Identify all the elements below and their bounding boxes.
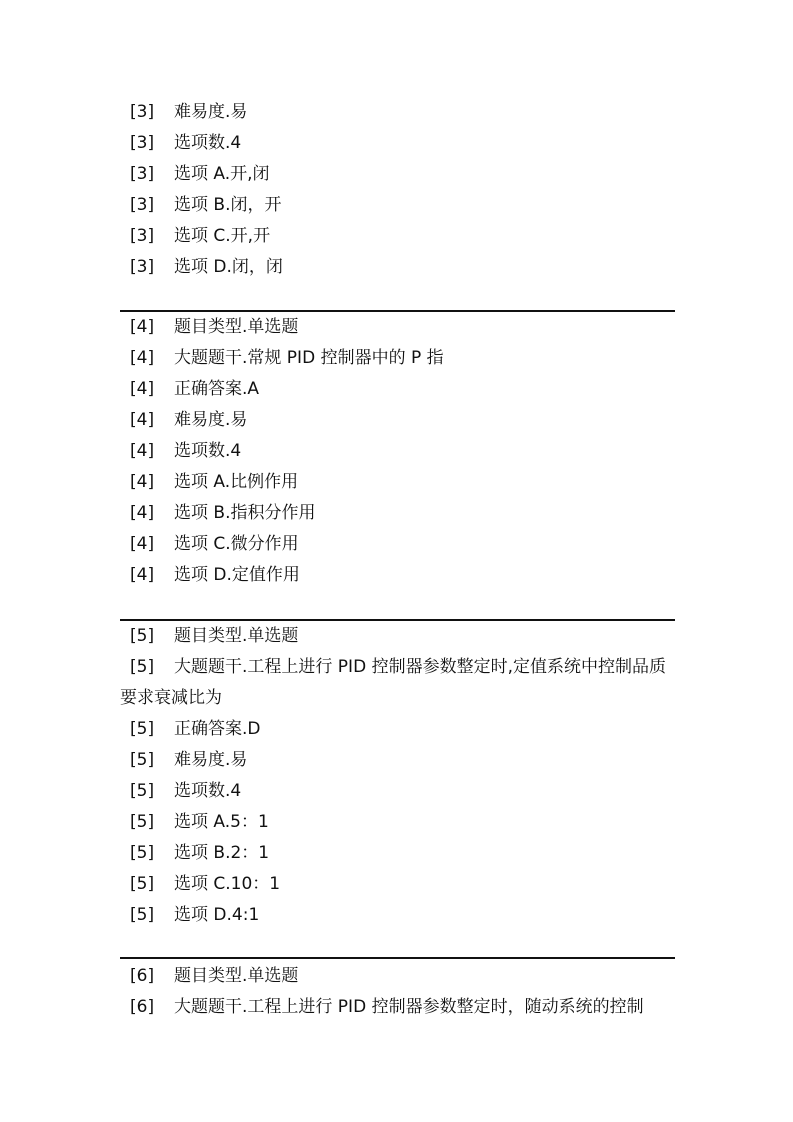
q4-tag: [4] <box>130 534 155 554</box>
q4-option-a-line <box>120 467 675 498</box>
q4-difficulty: 难易度.易 <box>174 410 248 430</box>
q4-option-c-line <box>120 529 675 560</box>
q4-answer: 正确答案.A <box>174 379 260 399</box>
q3-option-c: 选项 C.开,开 <box>174 226 271 246</box>
question-6-block <box>120 961 675 1023</box>
q6-stem-line <box>120 992 675 1023</box>
q4-option-b-line <box>120 498 675 529</box>
q3-option-c-line <box>120 221 675 252</box>
q4-tag: [4] <box>130 348 155 368</box>
question-3-block <box>120 97 675 283</box>
q5-stem: 大题题干.工程上进行 PID 控制器参数整定时,定值系统中控制品质要求衰减比为 <box>120 657 666 708</box>
q5-answer: 正确答案.D <box>174 719 261 739</box>
q5-option-count-line <box>120 776 675 807</box>
q3-difficulty: 难易度.易 <box>174 102 248 122</box>
q4-option-c: 选项 C.微分作用 <box>174 534 299 554</box>
q5-option-c-line <box>120 869 675 900</box>
q6-tag: [6] <box>130 997 155 1017</box>
q4-option-count-line <box>120 436 675 467</box>
q3-option-a: 选项 A.开,闭 <box>174 164 270 184</box>
q3-tag: [3] <box>130 195 155 215</box>
q3-option-count: 选项数.4 <box>174 133 242 153</box>
question-divider <box>120 957 675 959</box>
q5-tag: [5] <box>130 750 155 770</box>
q5-type: 题目类型.单选题 <box>174 626 299 646</box>
q4-tag: [4] <box>130 410 155 430</box>
q5-tag: [5] <box>130 719 155 739</box>
q3-tag: [3] <box>130 226 155 246</box>
q5-difficulty: 难易度.易 <box>174 750 248 770</box>
q3-option-b: 选项 B.闭，开 <box>174 195 282 215</box>
q4-stem: 大题题干.常规 PID 控制器中的 P 指 <box>174 348 444 368</box>
q5-option-b-line <box>120 838 675 869</box>
q6-stem: 大题题干.工程上进行 PID 控制器参数整定时，随动系统的控制 <box>174 997 644 1017</box>
q4-answer-line <box>120 374 675 405</box>
q3-option-d: 选项 D.闭，闭 <box>174 257 283 277</box>
q5-option-c: 选项 C.10：1 <box>174 874 281 894</box>
q5-tag: [5] <box>130 874 155 894</box>
q4-tag: [4] <box>130 441 155 461</box>
q3-option-d-line <box>120 252 675 283</box>
q5-tag: [5] <box>130 905 155 925</box>
q5-type-line <box>120 621 675 652</box>
q3-option-a-line <box>120 159 675 190</box>
q6-tag: [6] <box>130 966 155 986</box>
q4-tag: [4] <box>130 472 155 492</box>
q4-tag: [4] <box>130 317 155 337</box>
q3-tag: [3] <box>130 102 155 122</box>
q4-tag: [4] <box>130 503 155 523</box>
q5-option-d: 选项 D.4:1 <box>174 905 260 925</box>
q5-option-count: 选项数.4 <box>174 781 242 801</box>
q4-tag: [4] <box>130 379 155 399</box>
q5-tag: [5] <box>130 812 155 832</box>
q4-option-d: 选项 D.定值作用 <box>174 565 300 585</box>
q5-option-a-line <box>120 807 675 838</box>
q4-option-count: 选项数.4 <box>174 441 242 461</box>
q5-tag: [5] <box>130 626 155 646</box>
q4-option-b: 选项 B.指积分作用 <box>174 503 316 523</box>
q3-difficulty-line <box>120 97 675 128</box>
q5-stem-line <box>120 652 675 714</box>
q5-difficulty-line <box>120 745 675 776</box>
q6-type: 题目类型.单选题 <box>174 966 299 986</box>
q4-type: 题目类型.单选题 <box>174 317 299 337</box>
q4-difficulty-line <box>120 405 675 436</box>
q3-tag: [3] <box>130 133 155 153</box>
q4-option-d-line <box>120 560 675 591</box>
q4-option-a: 选项 A.比例作用 <box>174 472 299 492</box>
q5-option-a: 选项 A.5：1 <box>174 812 269 832</box>
q5-option-d-line <box>120 900 675 931</box>
q4-stem-line <box>120 343 675 374</box>
question-5-block <box>120 621 675 931</box>
q5-tag: [5] <box>130 657 155 677</box>
q6-type-line <box>120 961 675 992</box>
q5-answer-line <box>120 714 675 745</box>
q5-option-b: 选项 B.2：1 <box>174 843 270 863</box>
q3-tag: [3] <box>130 164 155 184</box>
question-4-block <box>120 312 675 591</box>
q4-type-line <box>120 312 675 343</box>
q3-option-b-line <box>120 190 675 221</box>
q3-tag: [3] <box>130 257 155 277</box>
q3-option-count-line <box>120 128 675 159</box>
q4-tag: [4] <box>130 565 155 585</box>
q5-tag: [5] <box>130 781 155 801</box>
q5-tag: [5] <box>130 843 155 863</box>
